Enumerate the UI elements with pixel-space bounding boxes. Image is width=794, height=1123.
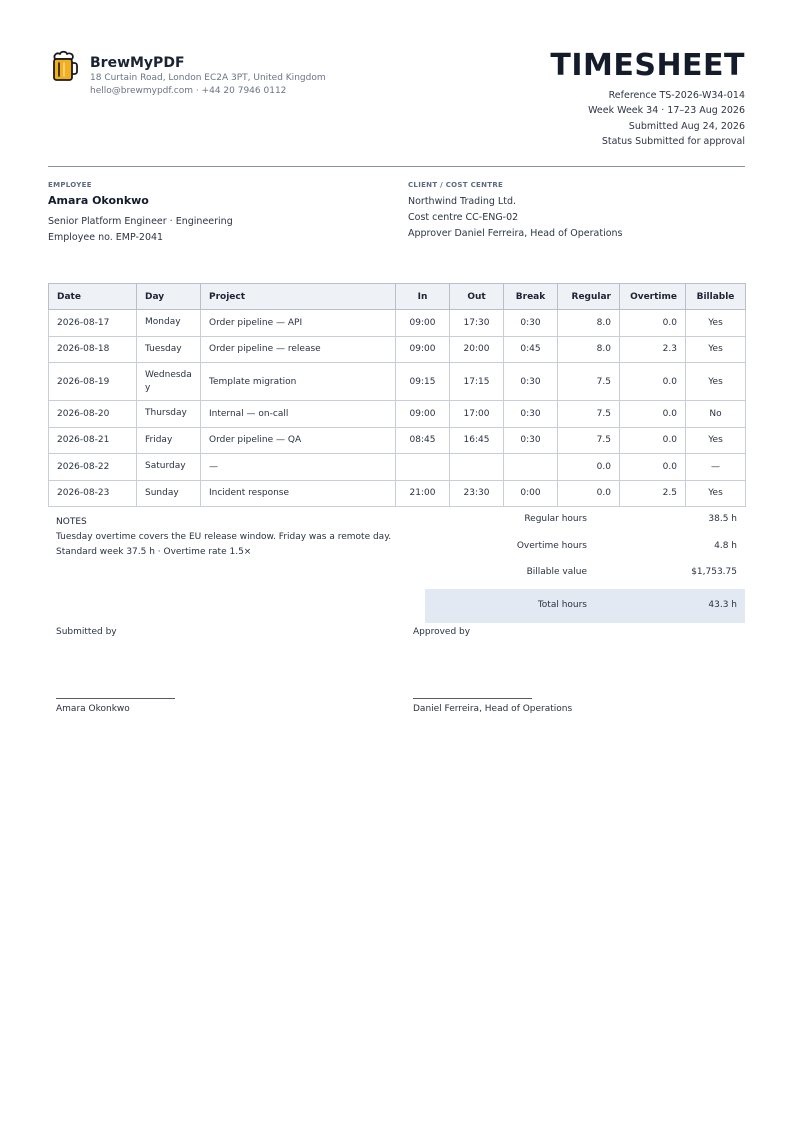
- regular-hours-label: Regular hours: [524, 514, 587, 524]
- brand-name: BrewMyPDF: [90, 55, 185, 71]
- out-cell: 20:00: [450, 336, 504, 363]
- submitted-by-name: Amara Okonkwo: [56, 704, 130, 714]
- break-cell: 0:45: [504, 336, 558, 363]
- date-cell: 2026-08-17: [49, 310, 137, 337]
- day-cell: Thursday: [137, 401, 201, 428]
- date-cell: 2026-08-21: [49, 427, 137, 454]
- submitted-signature-block: [56, 627, 175, 714]
- client-block: [408, 181, 623, 242]
- total-hours-row: [425, 589, 745, 623]
- in-cell: 09:00: [396, 401, 450, 428]
- table-row: [49, 401, 746, 428]
- overtime-cell: 2.5: [620, 480, 686, 507]
- submitted-line: Submitted Aug 24, 2026: [628, 120, 745, 132]
- approved-by-name: Daniel Ferreira, Head of Operations: [413, 704, 573, 714]
- in-cell: 09:00: [396, 336, 450, 363]
- day-cell: Wednesday: [137, 363, 201, 401]
- project-cell: Order pipeline — release: [201, 336, 396, 363]
- table-row: [49, 363, 746, 401]
- out-cell: [450, 454, 504, 481]
- date-cell: 2026-08-18: [49, 336, 137, 363]
- approved-by-label: Approved by: [413, 627, 471, 637]
- column-header: Regular: [558, 284, 620, 310]
- table-row: [49, 336, 746, 363]
- cost-centre: Cost centre CC-ENG-02: [408, 212, 519, 223]
- break-cell: [504, 454, 558, 481]
- billable-value-row: [425, 560, 745, 587]
- billable-cell: Yes: [686, 427, 746, 454]
- regular-cell: 7.5: [558, 363, 620, 401]
- in-cell: 09:00: [396, 310, 450, 337]
- in-cell: 21:00: [396, 480, 450, 507]
- employee-role: Senior Platform Engineer · Engineering: [48, 216, 233, 227]
- in-cell: [396, 454, 450, 481]
- table-row: [49, 310, 746, 337]
- regular-cell: 0.0: [558, 480, 620, 507]
- timesheet-table: [48, 283, 746, 507]
- project-cell: Order pipeline — QA: [201, 427, 396, 454]
- notes-label: NOTES: [56, 517, 87, 527]
- date-cell: 2026-08-20: [49, 401, 137, 428]
- billable-cell: Yes: [686, 480, 746, 507]
- timesheet-page: [48, 48, 745, 737]
- client-label: CLIENT / COST CENTRE: [408, 181, 504, 189]
- table-row: [49, 427, 746, 454]
- signatures-section: [48, 627, 745, 737]
- summary-section: [48, 507, 745, 627]
- column-header: Break: [504, 284, 558, 310]
- overtime-cell: 0.0: [620, 310, 686, 337]
- employee-label: EMPLOYEE: [48, 181, 92, 189]
- regular-cell: 8.0: [558, 310, 620, 337]
- project-cell: —: [201, 454, 396, 481]
- out-cell: 17:15: [450, 363, 504, 401]
- billable-value: $1,753.75: [691, 567, 737, 577]
- overtime-cell: 0.0: [620, 454, 686, 481]
- out-cell: 17:30: [450, 310, 504, 337]
- column-header: In: [396, 284, 450, 310]
- billable-cell: Yes: [686, 310, 746, 337]
- day-cell: Sunday: [137, 480, 201, 507]
- regular-hours-row: [425, 507, 745, 534]
- employee-number: Employee no. EMP-2041: [48, 232, 164, 243]
- project-cell: Internal — on-call: [201, 401, 396, 428]
- overtime-cell: 0.0: [620, 427, 686, 454]
- date-cell: 2026-08-23: [49, 480, 137, 507]
- signature-line: [413, 698, 532, 699]
- billable-value-label: Billable value: [526, 567, 587, 577]
- break-cell: 0:00: [504, 480, 558, 507]
- notes-block: [56, 515, 391, 560]
- submitted-by-label: Submitted by: [56, 627, 117, 637]
- approver: Approver Daniel Ferreira, Head of Operations: [408, 228, 623, 239]
- regular-cell: 0.0: [558, 454, 620, 481]
- signature-line: [56, 698, 175, 699]
- regular-cell: 7.5: [558, 401, 620, 428]
- column-header: Project: [201, 284, 396, 310]
- table-row: [49, 480, 746, 507]
- overtime-cell: 0.0: [620, 401, 686, 428]
- column-header: Day: [137, 284, 201, 310]
- break-cell: 0:30: [504, 363, 558, 401]
- billable-cell: Yes: [686, 336, 746, 363]
- regular-cell: 8.0: [558, 336, 620, 363]
- parties-section: [48, 167, 745, 283]
- break-cell: 0:30: [504, 310, 558, 337]
- column-header: Date: [49, 284, 137, 310]
- day-cell: Friday: [137, 427, 201, 454]
- employee-block: [48, 181, 233, 246]
- beer-mug-icon: [50, 50, 78, 82]
- in-cell: 08:45: [396, 427, 450, 454]
- brand-address: 18 Curtain Road, London EC2A 3PT, United Kingdom: [90, 73, 326, 83]
- table-header-row: [49, 284, 746, 310]
- total-hours-label: Total hours: [537, 599, 587, 610]
- column-header: Out: [450, 284, 504, 310]
- table-row: [49, 454, 746, 481]
- column-header: Overtime: [620, 284, 686, 310]
- overtime-hours-row: [425, 534, 745, 561]
- totals-block: [425, 507, 745, 623]
- brand-contact: hello@brewmypdf.com · +44 20 7946 0112: [90, 86, 287, 96]
- week-line: Week Week 34 · 17–23 Aug 2026: [588, 105, 745, 117]
- column-header: Billable: [686, 284, 746, 310]
- client-name: Northwind Trading Ltd.: [408, 196, 516, 207]
- break-cell: 0:30: [504, 401, 558, 428]
- day-cell: Saturday: [137, 454, 201, 481]
- employee-name: Amara Okonkwo: [48, 194, 149, 207]
- billable-cell: No: [686, 401, 746, 428]
- in-cell: 09:15: [396, 363, 450, 401]
- project-cell: Incident response: [201, 480, 396, 507]
- overtime-hours-value: 4.8 h: [714, 540, 737, 551]
- status-line: Status Submitted for approval: [601, 136, 745, 148]
- overtime-cell: 0.0: [620, 363, 686, 401]
- document-meta: [588, 88, 745, 150]
- regular-hours-value: 38.5 h: [708, 514, 737, 524]
- date-cell: 2026-08-22: [49, 454, 137, 481]
- out-cell: 16:45: [450, 427, 504, 454]
- out-cell: 17:00: [450, 401, 504, 428]
- overtime-cell: 2.3: [620, 336, 686, 363]
- approved-signature-block: [413, 627, 572, 714]
- break-cell: 0:30: [504, 427, 558, 454]
- total-hours-value: 43.3 h: [708, 599, 737, 610]
- regular-cell: 7.5: [558, 427, 620, 454]
- day-cell: Monday: [137, 310, 201, 337]
- document-title: TIMESHEET: [550, 48, 745, 83]
- overtime-hours-label: Overtime hours: [516, 540, 587, 551]
- project-cell: Template migration: [201, 363, 396, 401]
- out-cell: 23:30: [450, 480, 504, 507]
- project-cell: Order pipeline — API: [201, 310, 396, 337]
- date-cell: 2026-08-19: [49, 363, 137, 401]
- billable-cell: Yes: [686, 363, 746, 401]
- document-header: [48, 48, 745, 166]
- notes-line: Standard week 37.5 h · Overtime rate 1.5×: [56, 547, 252, 557]
- reference-line: Reference TS-2026-W34-014: [608, 90, 745, 101]
- day-cell: Tuesday: [137, 336, 201, 363]
- billable-cell: —: [686, 454, 746, 481]
- notes-line: Tuesday overtime covers the EU release window. Friday was a remote day.: [56, 532, 392, 542]
